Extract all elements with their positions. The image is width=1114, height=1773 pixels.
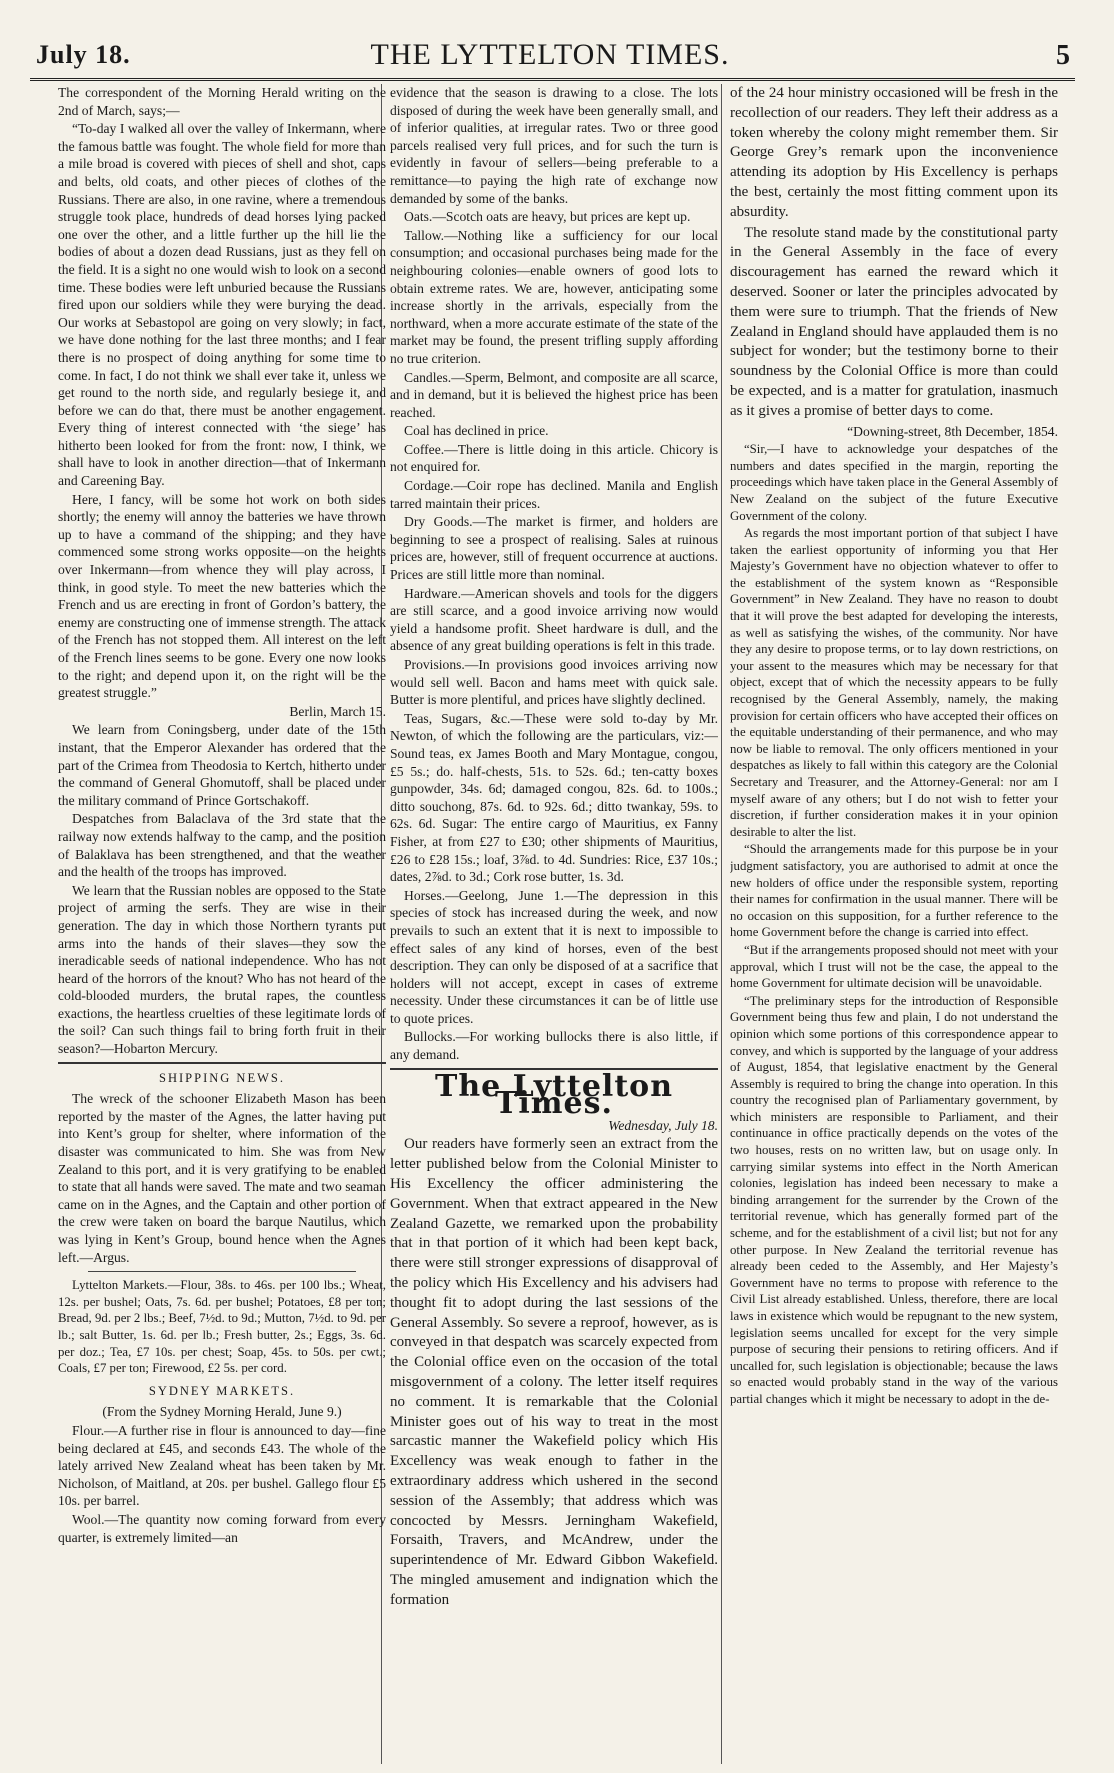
letter-dateline: “Downing-street, 8th December, 1854. <box>847 423 1058 439</box>
article-paragraph: Despatches from Balaclava of the 3rd state that the railway now extends halfway to the camp, and the position of Balaklava has been strengthened, and that the weather and the health of the troops has improved. <box>58 811 386 880</box>
article-paragraph: Here, I fancy, will be some hot work on both sides shortly; the enemy will annoy the batteries we have thrown up to have a command of the shipping; and they have commenced some strong works opposite—on the heights over Inkermann—from whence they will play across, I think, in good style. To meet the new batteries which the French and us are erecting in front of Gordon’s battery, the enemy are constructing one of immense strength. The attack of the French has not stopped them. All interest on the left of the French lines seems to be gone. Every one now looks to the right; and depend upon it, on the right will be the greatest struggle.” <box>58 491 386 701</box>
section-heading: SYDNEY MARKETS. <box>148 1383 296 1398</box>
letter-paragraph: “The preliminary steps for the introduction of Responsible Government being thus few and plain, I do not understand the opinion which some portions of this correspondence appear to convey, and which is supported by the language of your address of August, 1854, that legislative enactment by the General Assembly is required to bring the change into operation. In this country the recognised plan of Parliamentary government, by which ministers are responsible to Parliament, and their continuance in office practically depends on the votes of the two houses, rests on no written law, but on usage only. In carrying similar systems into effect in the North American colonies, legislation has indeed been necessary to make a binding arrangement for the surrender by the Crown of the territorial revenue, which has generally formed part of the scheme, and for the establishment of a civil list; but not for any other purpose. In New Zealand the territorial revenue has already been ceded to the Assembly, and Her Majesty’s Government have no terms to propose with reference to the Civil List already established. Unless, therefore, there are local laws in existence which would be repugnant to the new system, legislation seems uncalled for except for the very simple purpose of securing their pensions to retiring officers. And if uncalled for, such legislation is objectionable; because the laws so enacted would probably stand in the way of the various partial changes which it might be necessary to adopt in the de- <box>730 993 1058 1406</box>
column-3 <box>730 84 1058 1764</box>
article-paragraph: “To-day I walked all over the valley of Inkermann, where the famous battle was fought. The whole field for more than a mile broad is covered with pieces of shell and shot, caps and belts, old coats, and other pieces of clothes of the Russians. There are also, in one ravine, where a tremendous struggle took place, hundreds of dead horses lying packed one over the other, and a little further up the hill lie the bodies of about a dozen dead Russians, just as they fell on the field. It is a sight no one would wish to look on a second time. These bodies were left unburied because the Russians fired upon our soldiers while they were burying the dead. Our works at Sebastopol are going on very slowly; in fact, we have done nothing for the last three months; and I fear there is no prospect of doing anything for some time to come. In fact, I do not think we shall ever take it, unless we get round to the north side, and regularly besiege it, and before we can do that, there must be another engagement. Every thing of interest connected with ‘the siege’ has hitherto been looked for from the front: now, I think, we shall have to look in another direction—that of Inkermann and Careening Bay. <box>58 121 386 489</box>
article-paragraph: Provisions.—In provisions good invoices arriving now would sell well. Bacon and hams meet with quick sale. Butter is more plentiful, and prices have slightly declined. <box>390 657 718 708</box>
article-paragraph: Flour.—A further rise in flour is announced to day—fine being declared at £45, and seconds £43. The whole of the lately arrived New Zealand wheat has been taken by Mr. Nicholson, of Maitland, at 20s. per bushel. Gallego flour £5 10s. per barrel. <box>58 1422 386 1509</box>
article-paragraph: We learn that the Russian nobles are opposed to the State project of arming the serfs. They are wise in their generation. The day in which those Northern tyrants put arms into the hands of their slaves—they sow the ineradicable seeds of national independence. Who has not heard of the horrors of the knout? Who has not heard of the cold-blooded murders, the brutal rapes, the countless exactions, the heartless cruelties of these legitimate lords of the soil? Can such things fail to bring forth fruit in their season?—Hobarton Mercury. <box>58 882 386 1057</box>
letter-paragraph: “But if the arrangements proposed should not meet with your approval, which I trust will not be the case, the appeal to the home Government for ultimate decision will be unavoidable. <box>730 942 1058 991</box>
editorial-dateline: Wednesday, July 18. <box>608 1117 718 1133</box>
article-paragraph: The wreck of the schooner Elizabeth Mason has been reported by the master of the Agnes, the latter having put into Kent’s group for shelter, where information of the disaster was communicated to him. She was from New Zealand to this port, and it is very gratifying to be enabled to state that all hands were saved. The mate and two seaman came on in the Agnes, and the Captain and other portion of the crew were taken on board the barque Nautilus, which was lying in Kent’s Group, bound hence when the Agnes left.—Argus. <box>58 1091 386 1265</box>
article-paragraph: evidence that the season is drawing to a close. The lots disposed of during the week have been generally small, and of inferior qualities, at irregular rates. Two or three good parcels realised very full prices, and for such the turn is evidently in favour of sellers—being preferable to a remittance—to paying the high rate of exchange now demanded by some of the banks. <box>390 85 718 206</box>
masthead-rule <box>30 78 1075 81</box>
letter-paragraph: “Should the arrangements made for this purpose be in your judgment satisfactory, you are authorised to admit at once the new holders of office under the responsible system, reporting their names for confirmation in the usual manner. There will be no occasion on this supposition, for a further reference to the home Government before the change is carried into effect. <box>730 842 1058 940</box>
article-paragraph: Tallow.—Nothing like a sufficiency for our local consumption; and occasional purchases being made for the neighbouring colonies—enable owners of good lots to obtain extreme rates. We are, however, anticipating some increase shortly in the arrivals, especially from the northward, when a more accurate estimate of the state of the market may be found, the present trifling supply affording no true criterion. <box>390 227 718 366</box>
article-paragraph: Horses.—Geelong, June 1.—The depression in this species of stock has increased during the week, and now prevails to such an extent that it is next to impossible to effect sales of any kind of horses, even of the best description. They can only be disposed of at a sacrifice that holders will not accept, except in cases of extreme necessity. Under these circumstances it can be of little use to quote prices. <box>390 887 718 1026</box>
article-paragraph: Dry Goods.—The market is firmer, and holders are beginning to see a prospect of realising. Sales at ruinous prices are, however, still of frequent occurrence at auctions. Prices are still little more than nominal. <box>390 514 718 583</box>
article-paragraph: Candles.—Sperm, Belmont, and composite are all scarce, and in demand, but it is believed the highest price has been reached. <box>390 369 718 420</box>
section-rule <box>88 1271 356 1272</box>
market-report: Lyttelton Markets.—Flour, 38s. to 46s. per 100 lbs.; Wheat, 12s. per bushel; Oats, 7s. 6d. per bushel; Potatoes, £8 per ton; Bread, 9d. per 2 lbs.; Beef, 7½d. to 9d.; Mutton, 7½d. to 9d. per lb.; salt Butter, 1s. 6d. per lb.; Fresh butter, 2s.; Eggs, 3s. 6d. per doz.; Tea, £7 10s. per chest; Soap, 45s. to 50s. per cwt.; Coals, £7 per ton; Firewood, £2 5s. per cord. <box>58 1278 386 1376</box>
article-paragraph: The correspondent of the Morning Herald writing on the 2nd of March, says;— <box>58 85 386 118</box>
article-paragraph: We learn from Coningsberg, under date of the 15th instant, that the Emperor Alexander has ordered that the part of the Crimea from Theodosia to Kertch, hitherto under the command of General Ghomutoff, shall be placed under the military command of Prince Gortschakoff. <box>58 722 386 808</box>
editorial-paragraph: of the 24 hour ministry occasioned will be fresh in the recollection of our readers. They left their address as a token whereby the colony might remember them. Sir George Grey’s remark upon the inconvenience attending its adoption by His Excellency is perhaps the best, certainly the most fitting comment upon its absurdity. <box>730 85 1058 220</box>
dateline: Berlin, March 15. <box>289 703 386 719</box>
article-paragraph: Bullocks.—For working bullocks there is also little, if any demand. <box>390 1029 718 1063</box>
letter-paragraph: As regards the most important portion of that subject I have taken the earliest opportunity of informing you that Her Majesty’s Government have no objection whatever to offer to the establishment of the system known as “Responsible Government” in New Zealand. They have no reason to doubt that it will prove the best adapted for developing the interests, as well as satisfying the wishes, of the community. Nor have they any desire to propose terms, or to lay down restrictions, on your assent to the measures which may be necessary for that object, except that of which the necessity appears to be fully recognised by the General Assembly, namely, the making provision for certain officers who have accepted their offices on the equitable understanding of their permanence, and who may now be liable to removal. The only officers mentioned in your despatches as likely to fall within this category are the Colonial Secretary and Treasurer, and the Attorney-General: nor am I myself aware of any others; but I do not wish to fetter your discretion, if further consideration makes it in your opinion desirable to alter the list. <box>730 526 1058 839</box>
article-paragraph: Cordage.—Coir rope has declined. Manila and English tarred maintain their prices. <box>390 478 718 511</box>
issue-date: July 18. <box>36 40 131 69</box>
article-paragraph: Coffee.—There is little doing in this article. Chicory is not enquired for. <box>390 441 718 475</box>
letter-paragraph: “Sir,—I have to acknowledge your despatches of the numbers and dates specified in the margin, reporting the proceedings which have taken place in the General Assembly of New Zealand on the subject of the future Executive Government of the colony. <box>730 442 1058 523</box>
article-paragraph: Hardware.—American shovels and tools for the diggers are still scarce, and a good invoice arriving now would yield a handsome profit. Sheet hardware is dull, and the absence of any great building operations is felt in this trade. <box>390 585 718 654</box>
section-heading: SHIPPING NEWS. <box>159 1070 285 1085</box>
editorial-paragraph: The resolute stand made by the constitutional party in the General Assembly in the face of every discouragement has earned the reward which it deserved. Sooner or later the principles advocated by them were sure to triumph. That the friends of New Zealand in England should have applauded them is no subject for wonder; but the testimony borne to their soundness by the Colonial Office is more than could be expected, and is a matter for gratulation, inasmuch as it gives a promise of better days to come. <box>730 224 1058 419</box>
masthead <box>30 38 1070 76</box>
column-1 <box>58 84 386 1764</box>
article-paragraph: Oats.—Scotch oats are heavy, but prices are kept up. <box>404 209 691 225</box>
column-divider <box>721 84 722 1764</box>
article-paragraph: Teas, Sugars, &c.—These were sold to-day by Mr. Newton, of which the following are the particulars, viz:—Sound teas, ex James Booth and Mary Montague, congou, £5 5s.; do. half-chests, 51s. to 52s. 6d.; ten-catty boxes gunpowder, 34s. 6d; damaged congou, 82s. 6d. to 100s.; ditto souchong, 87s. 6d. to 92s. 6d.; ditto twankay, 59s. to 62s. 6d. Sugar: The entire cargo of Mauritius, ex Fanny Fisher, at from £27 to £30; other shipments of Mauritius, £26 to £28 15s.; loaf, 3⅞d. to 4d. Sundries: Rice, £37 10s.; dates, 2⅞d. to 3d.; Cork rose butter, 1s. 3d. <box>390 710 718 885</box>
editorial-paragraph: Our readers have formerly seen an extract from the letter published below from the Colonial Minister to His Excellency the officer administering the Government. When that extract appeared in the New Zealand Gazette, we remarked upon the probability that in that portion of it which had been kept back, there were still stronger expressions of disapproval of the policy which His Excellency and his advisers had thought fit to adopt during the last sessions of the General Assembly. So severe a reproof, however, as is conveyed in that despatch was scarcely expected from the Colonial office even on the occasion of the total misgovernment of a colony. The letter itself requires no comment. It is remarkable that the Colonial Minister goes out of his way to treat in the most sarcastic manner the Wakefield policy which His Excellency was weak enough to father in the extraordinary address which ushered in the second session of the Assembly; that address which was concocted by Messrs. Jerningham Wakefield, Forsaith, Travers, and McAndrew, under the superintendence of Mr. Edward Gibbon Wakefield. The mingled amusement and indignation which the formation <box>390 1136 718 1608</box>
editorial-title: The Lyttelton Times. <box>435 1068 673 1122</box>
article-paragraph: Coal has declined in price. <box>404 423 549 439</box>
article-paragraph: Wool.—The quantity now coming forward from every quarter, is extremely limited—an <box>58 1511 386 1545</box>
column-2 <box>390 84 718 1764</box>
section-rule <box>58 1062 386 1064</box>
page-number: 5 <box>1056 40 1070 71</box>
newspaper-title: THE LYTTELTON TIMES. <box>370 38 730 71</box>
source-credit: (From the Sydney Morning Herald, June 9.) <box>102 1404 342 1420</box>
